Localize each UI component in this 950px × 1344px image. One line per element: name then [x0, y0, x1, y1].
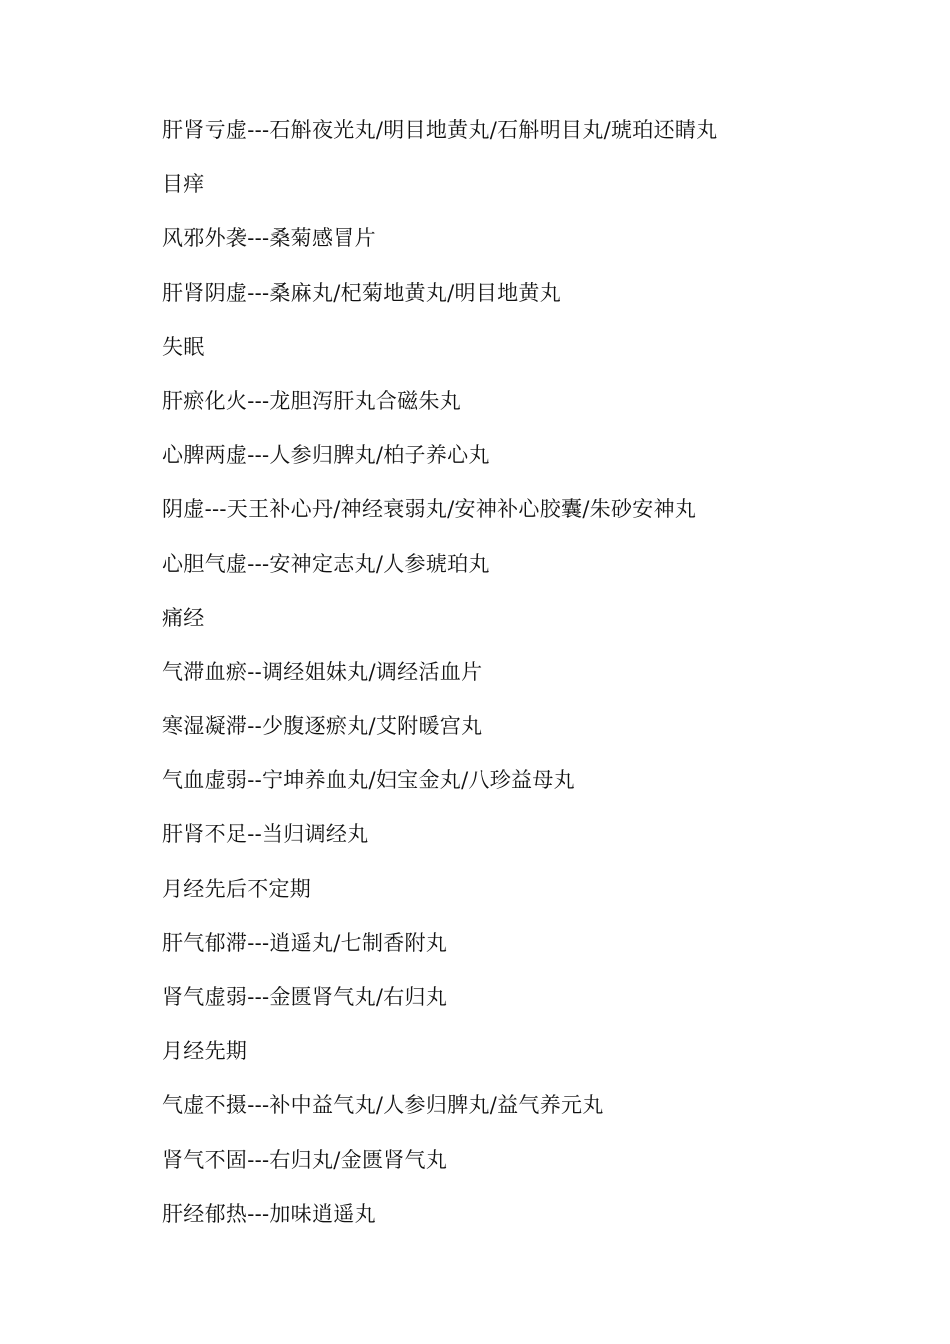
- text-line: 肝肾亏虚---石斛夜光丸/明目地黄丸/石斛明目丸/琥珀还睛丸: [162, 118, 718, 142]
- section-heading: 月经先后不定期: [162, 876, 312, 901]
- section-heading: 痛经: [162, 605, 205, 630]
- text-line: 肝肾不足--当归调经丸: [162, 822, 369, 847]
- text-lines: [162, 112, 902, 1250]
- text-line: 风邪外袭---桑菊感冒片: [162, 226, 376, 251]
- text-line: 肝瘀化火---龙胆泻肝丸合磁朱丸: [162, 388, 462, 413]
- text-line: 寒湿凝滞--少腹逐瘀丸/艾附暖宫丸: [162, 714, 483, 739]
- section-heading: 目痒: [162, 172, 205, 197]
- text-line: 肾气不固---右归丸/金匮肾气丸: [162, 1147, 448, 1172]
- text-line: 气滞血瘀--调经姐妹丸/调经活血片: [162, 659, 483, 684]
- section-heading: 失眠: [162, 334, 205, 359]
- text-line: 肾气虚弱---金匮肾气丸/右归丸: [162, 985, 448, 1009]
- text-line: 气虚不摄---补中益气丸/人参归脾丸/益气养元丸: [162, 1093, 604, 1118]
- text-line: 肝经郁热---加味逍遥丸: [162, 1201, 376, 1226]
- text-line: 心胆气虚---安神定志丸/人参琥珀丸: [162, 551, 490, 576]
- text-line: 心脾两虚---人参归脾丸/柏子养心丸: [162, 443, 490, 468]
- section-heading: 月经先期: [162, 1039, 248, 1064]
- text-line: 阴虚---天王补心丹/神经衰弱丸/安神补心胶囊/朱砂安神丸: [162, 497, 697, 522]
- text-line: 气血虚弱--宁坤养血丸/妇宝金丸/八珍益母丸: [162, 768, 575, 793]
- text-line: 肝气郁滞---逍遥丸/七制香附丸: [162, 930, 448, 955]
- text-line: 肝肾阴虚---桑麻丸/杞菊地黄丸/明目地黄丸: [162, 280, 562, 305]
